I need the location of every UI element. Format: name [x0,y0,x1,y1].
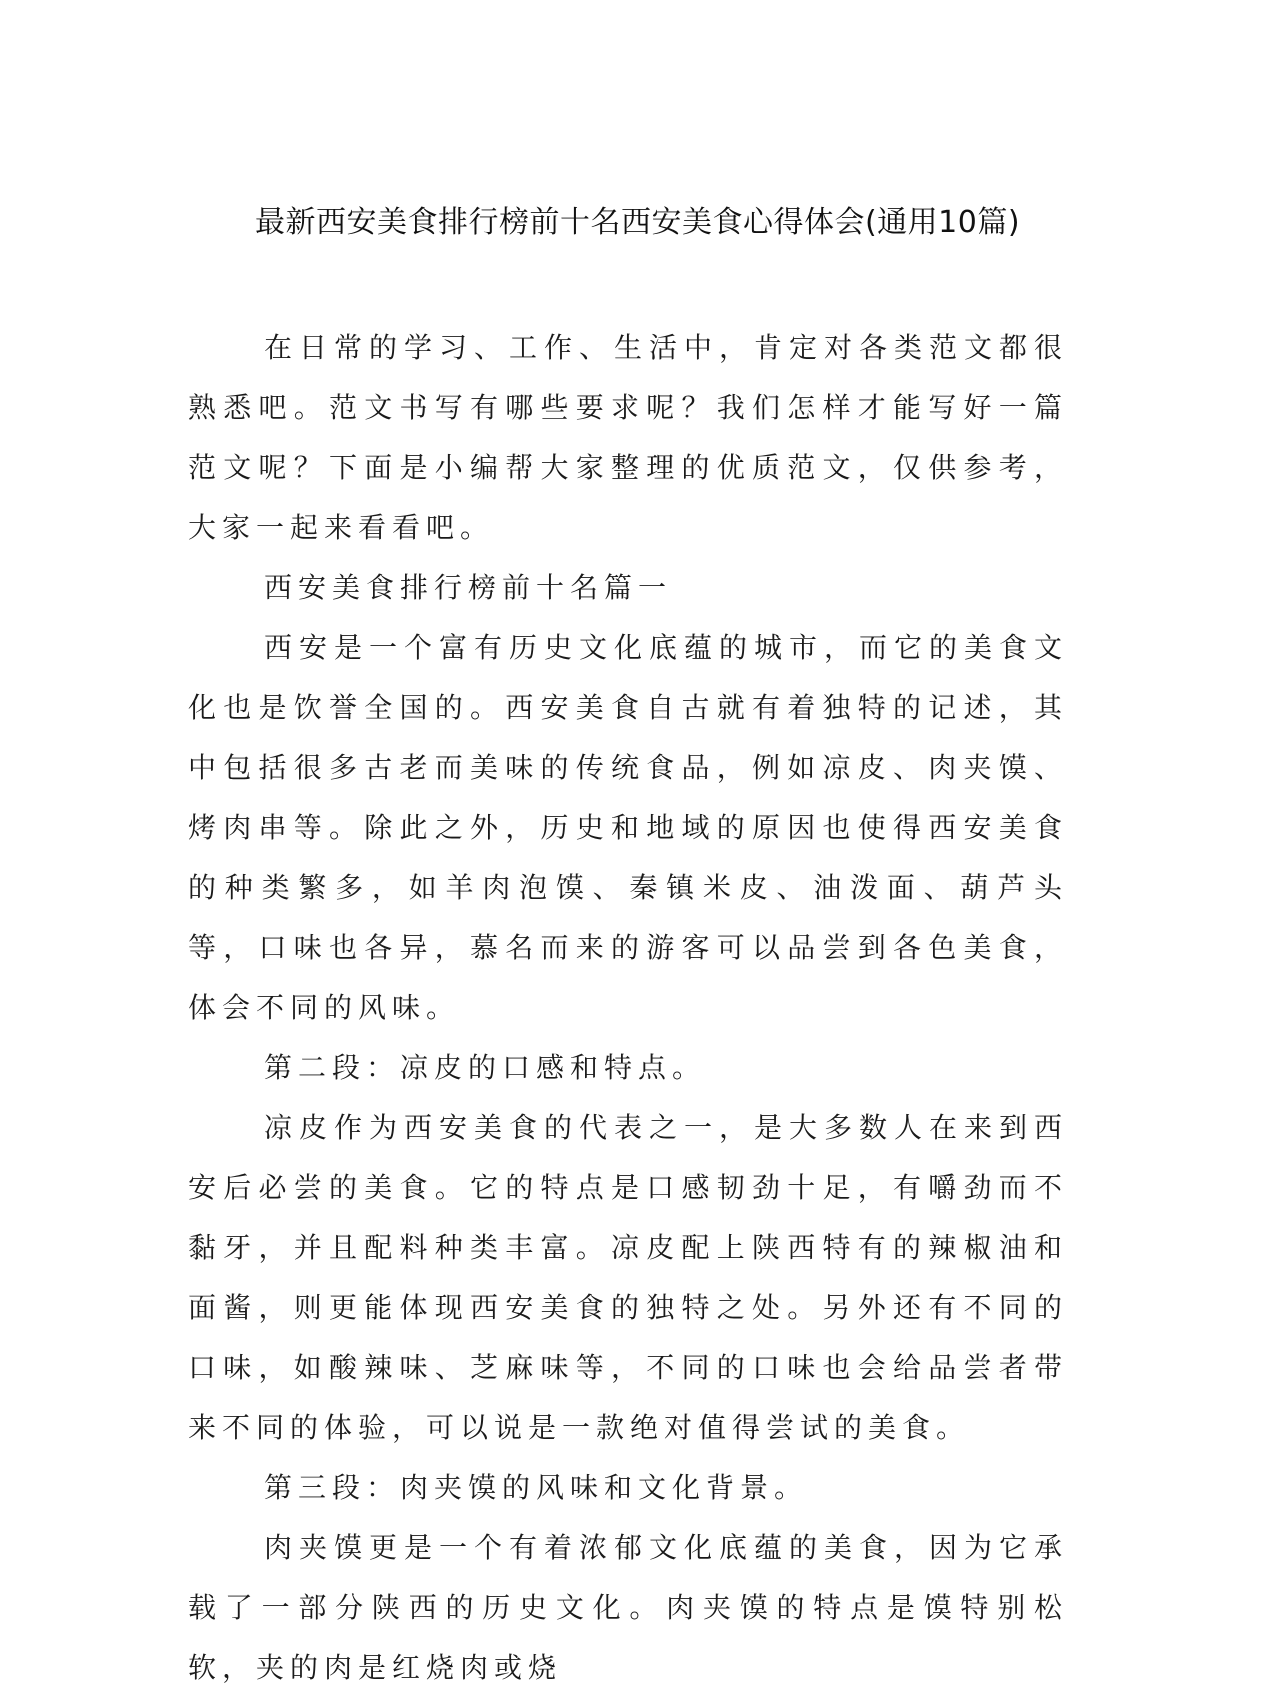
section-heading-3: 第三段：肉夹馍的风味和文化背景。 [264,1471,809,1504]
section-heading-2: 第二段：凉皮的口感和特点。 [264,1051,707,1084]
paragraph-roujiamo: 肉夹馍更是一个有着浓郁文化底蕴的美食，因为它承载了一部分陕西的历史文化。肉夹馍的特点是馍特别松软，夹的肉是红烧肉或烧 [188,1531,1068,1684]
paragraph-liangpi: 凉皮作为西安美食的代表之一，是大多数人在来到西安后必尝的美食。它的特点是口感韧劲十足，有嚼劲而不黏牙，并且配料种类丰富。凉皮配上陕西特有的辣椒油和面酱，则更能体现西安美食的独特之处。另外还有不同的口味，如酸辣味、芝麻味等，不同的口味也会给品尝者带来不同的体验，可以说是一款绝对值得尝试的美食。 [188,1111,1068,1444]
document-body [188,318,1068,1698]
section-heading-1: 西安美食排行榜前十名篇一 [264,571,673,604]
paragraph-overview: 西安是一个富有历史文化底蕴的城市，而它的美食文化也是饮誉全国的。西安美食自古就有着独特的记述，其中包括很多古老而美味的传统食品，例如凉皮、肉夹馍、烤肉串等。除此之外，历史和地域的原因也使得西安美食的种类繁多，如羊肉泡馍、秦镇米皮、油泼面、葫芦头等，口味也各异，慕名而来的游客可以品尝到各色美食，体会不同的风味。 [188,631,1068,1024]
document-title: 最新西安美食排行榜前十名西安美食心得体会(通用10篇) [254,205,1021,240]
intro-paragraph: 在日常的学习、工作、生活中，肯定对各类范文都很熟悉吧。范文书写有哪些要求呢？我们怎样才能写好一篇范文呢？下面是小编帮大家整理的优质范文，仅供参考，大家一起来看看吧。 [188,331,1068,544]
